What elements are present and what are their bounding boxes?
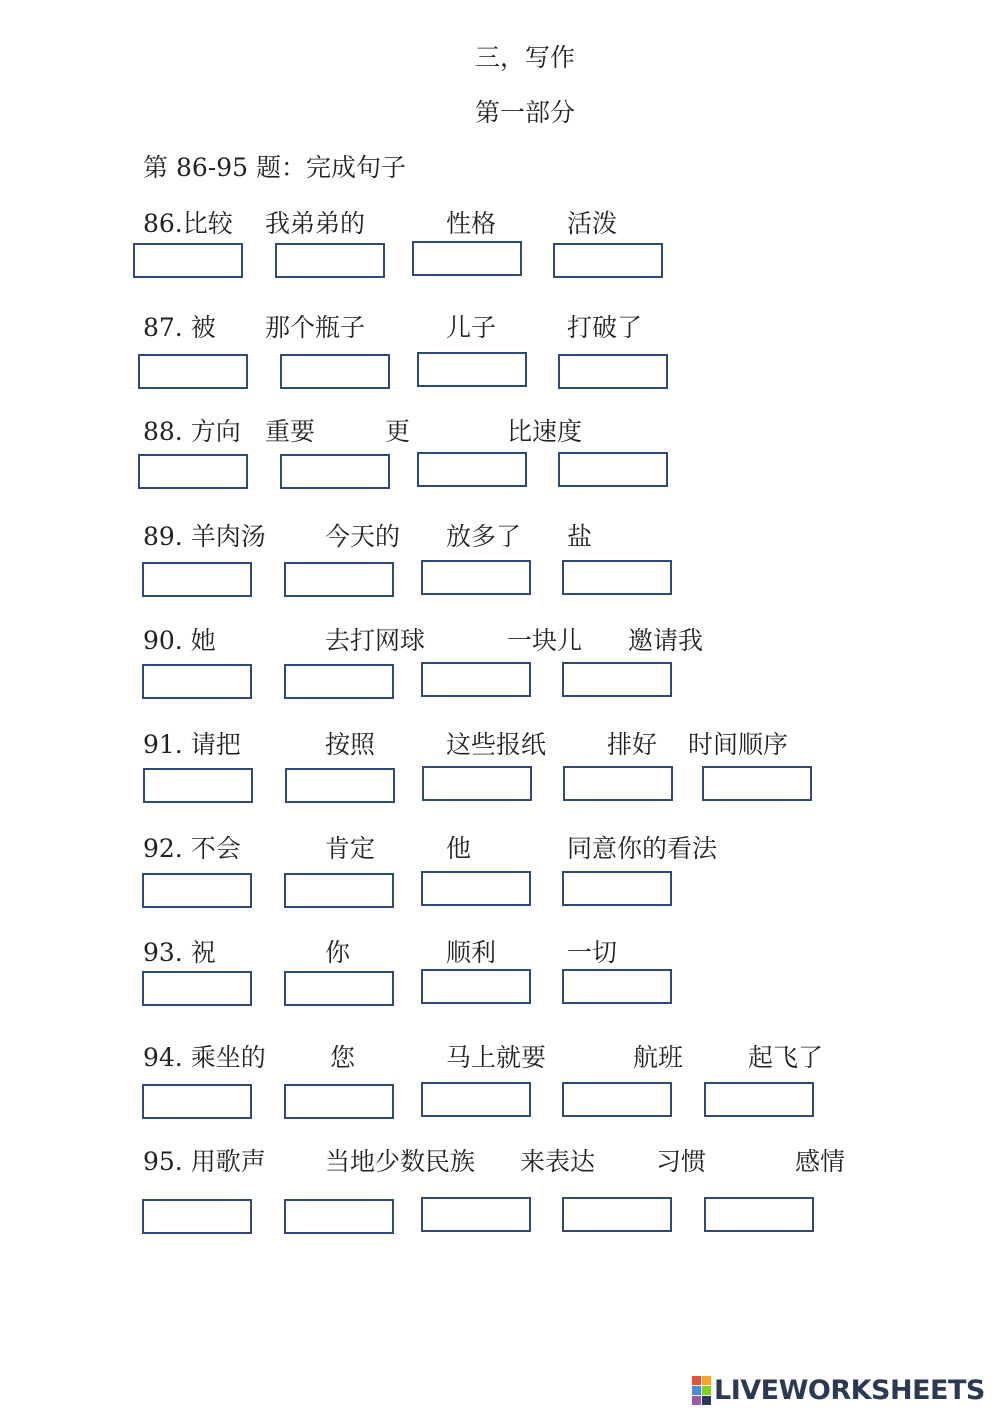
word-chip: 来表达 (520, 1147, 596, 1176)
question-87-answer-boxes (0, 354, 1000, 394)
answer-box[interactable] (421, 1197, 531, 1232)
answer-box[interactable] (138, 354, 248, 389)
answer-box[interactable] (280, 354, 390, 389)
question-91-words (0, 725, 1000, 759)
word-chip: 90. 她 (143, 626, 216, 655)
answer-box[interactable] (285, 768, 395, 803)
word-chip: 88. 方向 (143, 417, 241, 446)
question-94-words (0, 1038, 1000, 1072)
answer-box[interactable] (562, 1082, 672, 1117)
answer-box[interactable] (142, 1084, 252, 1119)
question-89-answer-boxes (0, 562, 1000, 602)
logo-square-icon (692, 1376, 701, 1385)
logo-mark-icon (692, 1376, 711, 1405)
answer-box[interactable] (280, 454, 390, 489)
word-chip: 起飞了 (748, 1043, 824, 1072)
answer-box[interactable] (143, 768, 253, 803)
answer-box[interactable] (562, 969, 672, 1004)
answer-box[interactable] (421, 871, 531, 906)
word-chip: 87. 被 (143, 313, 216, 342)
logo-square-icon (692, 1386, 701, 1395)
word-chip: 95. 用歌声 (143, 1147, 266, 1176)
answer-box[interactable] (562, 871, 672, 906)
answer-box[interactable] (142, 664, 252, 699)
answer-box[interactable] (142, 971, 252, 1006)
word-chip: 他 (446, 834, 472, 863)
word-chip: 性格 (446, 209, 497, 238)
word-chip: 盐 (567, 522, 593, 551)
word-chip: 当地少数民族 (325, 1147, 476, 1176)
word-chip: 儿子 (446, 313, 497, 342)
part-title: 第一部分 (474, 98, 575, 127)
question-94-answer-boxes (0, 1084, 1000, 1124)
word-chip: 排好 (607, 730, 658, 759)
word-chip: 你 (325, 938, 351, 967)
answer-box[interactable] (284, 1199, 394, 1234)
word-chip: 今天的 (325, 522, 401, 551)
word-chip: 我弟弟的 (265, 209, 366, 238)
logo-square-icon (692, 1396, 701, 1405)
logo-square-icon (702, 1386, 711, 1395)
answer-box[interactable] (558, 354, 668, 389)
word-chip: 86.比较 (143, 209, 233, 238)
word-chip: 打破了 (567, 313, 643, 342)
answer-box[interactable] (417, 352, 527, 387)
question-86-answer-boxes (0, 243, 1000, 283)
word-chip: 活泼 (567, 209, 618, 238)
word-chip: 习惯 (656, 1147, 707, 1176)
answer-box[interactable] (275, 243, 385, 278)
question-95-words (0, 1142, 1000, 1176)
answer-box[interactable] (562, 662, 672, 697)
question-89-words (0, 517, 1000, 551)
answer-box[interactable] (138, 454, 248, 489)
answer-box[interactable] (417, 452, 527, 487)
answer-box[interactable] (421, 560, 531, 595)
word-chip: 航班 (633, 1043, 684, 1072)
word-chip: 同意你的看法 (567, 834, 718, 863)
answer-box[interactable] (142, 1199, 252, 1234)
word-chip: 肯定 (325, 834, 376, 863)
question-90-words (0, 621, 1000, 655)
question-92-answer-boxes (0, 873, 1000, 913)
answer-box[interactable] (284, 562, 394, 597)
word-chip: 邀请我 (628, 626, 704, 655)
word-chip: 重要 (265, 417, 316, 446)
logo-text: LIVEWORKSHEETS (714, 1374, 985, 1406)
section-title: 三，写作 (474, 43, 575, 72)
answer-box[interactable] (412, 241, 522, 276)
word-chip: 这些报纸 (446, 730, 547, 759)
answer-box[interactable] (421, 969, 531, 1004)
answer-box[interactable] (284, 873, 394, 908)
answer-box[interactable] (704, 1197, 814, 1232)
question-88-answer-boxes (0, 454, 1000, 494)
answer-box[interactable] (284, 1084, 394, 1119)
question-91-answer-boxes (0, 768, 1000, 808)
word-chip: 89. 羊肉汤 (143, 522, 266, 551)
answer-box[interactable] (558, 452, 668, 487)
instruction-text: 第 86-95 题：完成句子 (143, 153, 406, 182)
answer-box[interactable] (284, 664, 394, 699)
answer-box[interactable] (133, 243, 243, 278)
question-87-words (0, 308, 1000, 342)
word-chip: 时间顺序 (688, 730, 789, 759)
word-chip: 一切 (567, 938, 618, 967)
question-90-answer-boxes (0, 664, 1000, 704)
answer-box[interactable] (562, 560, 672, 595)
answer-box[interactable] (422, 766, 532, 801)
word-chip: 马上就要 (446, 1043, 547, 1072)
question-93-answer-boxes (0, 971, 1000, 1011)
question-95-answer-boxes (0, 1199, 1000, 1239)
answer-box[interactable] (142, 562, 252, 597)
word-chip: 感情 (795, 1147, 846, 1176)
logo-square-icon (702, 1396, 711, 1405)
word-chip: 91. 请把 (143, 730, 241, 759)
question-93-words (0, 933, 1000, 967)
answer-box[interactable] (702, 766, 812, 801)
word-chip: 更 (385, 417, 411, 446)
answer-box[interactable] (284, 971, 394, 1006)
liveworksheets-logo (692, 1374, 985, 1406)
answer-box[interactable] (421, 1082, 531, 1117)
word-chip: 顺利 (446, 938, 497, 967)
logo-square-icon (702, 1376, 711, 1385)
word-chip: 放多了 (446, 522, 522, 551)
word-chip: 一块儿 (507, 626, 583, 655)
word-chip: 那个瓶子 (265, 313, 366, 342)
word-chip: 去打网球 (325, 626, 426, 655)
question-92-words (0, 829, 1000, 863)
word-chip: 您 (330, 1043, 356, 1072)
answer-box[interactable] (563, 766, 673, 801)
word-chip: 按照 (325, 730, 376, 759)
word-chip: 93. 祝 (143, 938, 216, 967)
question-86-words (0, 204, 1000, 238)
answer-box[interactable] (421, 662, 531, 697)
question-88-words (0, 412, 1000, 446)
answer-box[interactable] (562, 1197, 672, 1232)
answer-box[interactable] (553, 243, 663, 278)
word-chip: 比速度 (507, 417, 583, 446)
answer-box[interactable] (704, 1082, 814, 1117)
word-chip: 92. 不会 (143, 834, 241, 863)
answer-box[interactable] (142, 873, 252, 908)
word-chip: 94. 乘坐的 (143, 1043, 266, 1072)
